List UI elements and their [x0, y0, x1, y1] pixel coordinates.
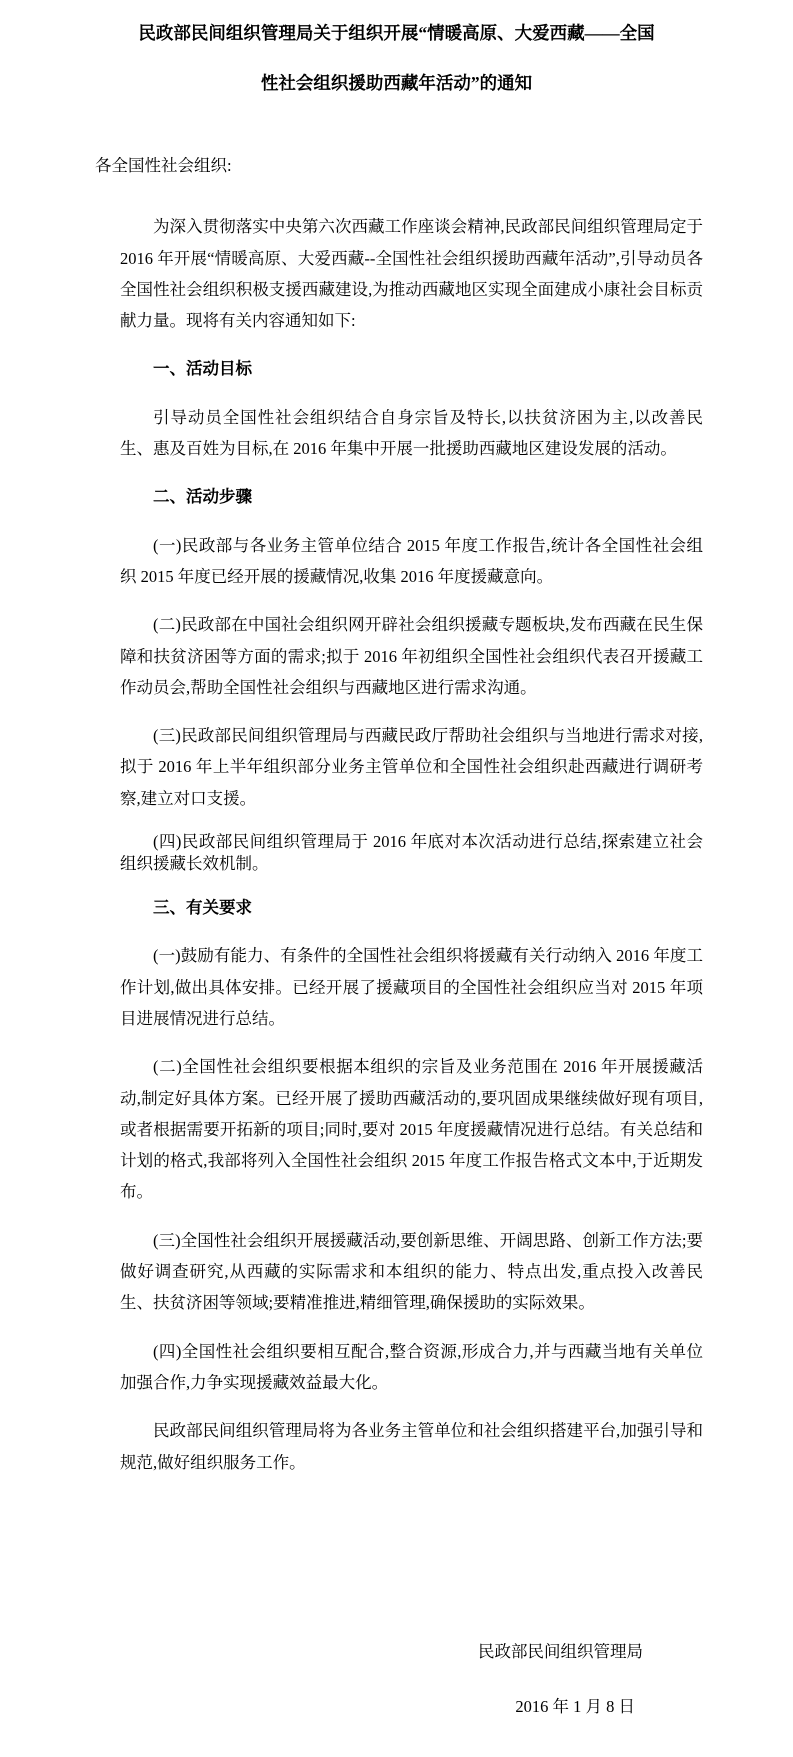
signature-org: 民政部民间组织管理局	[478, 1641, 643, 1661]
heading-activity-goals: 一、活动目标	[153, 359, 252, 379]
paragraph-step-2: (二)民政部在中国社会组织网开辟社会组织援藏专题板块,发布西藏在民生保障和扶贫济困等方面的需求;拟于 2016 年初组织全国性社会组织代表召开援藏工作动员会,帮助全国性社会组织与西藏地区进行需求沟通。	[120, 615, 703, 697]
heading-requirements: 三、有关要求	[153, 898, 252, 918]
document-body	[95, 150, 703, 1478]
paragraph-requirement-1: (一)鼓励有能力、有条件的全国性社会组织将援藏有关行动纳入 2016 年度工作计划,做出具体安排。已经开展了援藏项目的全国性社会组织应当对 2015 年项目进展情况进行总结。	[120, 946, 703, 1028]
closing-paragraph: 民政部民间组织管理局将为各业务主管单位和社会组织搭建平台,加强引导和规范,做好组织服务工作。	[120, 1421, 703, 1472]
paragraph-step-4: (四)民政部民间组织管理局于 2016 年底对本次活动进行总结,探索建立社会组织援藏长效机制。	[120, 832, 703, 874]
paragraph-requirement-4: (四)全国性社会组织要相互配合,整合资源,形成合力,并与西藏当地有关单位加强合作,力争实现援藏效益最大化。	[120, 1341, 703, 1392]
salutation: 各全国性社会组织:	[95, 156, 232, 175]
intro-paragraph: 为深入贯彻落实中央第六次西藏工作座谈会精神,民政部民间组织管理局定于 2016 年开展“情暖高原、大爱西藏--全国性社会组织援助西藏年活动”,引导动员各全国性社会组织积极支援西藏建设,为推动西藏地区实现全面建成小康社会目标贡献力量。现将有关内容通知如下:	[120, 217, 703, 331]
paragraph-step-3: (三)民政部民间组织管理局与西藏民政厅帮助社会组织与当地进行需求对接,拟于 2016 年上半年组织部分业务主管单位和全国性社会组织赴西藏进行调研考察,建立对口支援。	[120, 726, 703, 808]
signature-date: 2016 年 1 月 8 日	[515, 1697, 635, 1717]
paragraph-step-1: (一)民政部与各业务主管单位结合 2015 年度工作报告,统计各全国性社会组织 2015 年度已经开展的援藏情况,收集 2016 年度援藏意向。	[120, 535, 703, 586]
paragraph-requirement-2: (二)全国性社会组织要根据本组织的宗旨及业务范围在 2016 年开展援藏活动,制定好具体方案。已经开展了援助西藏活动的,要巩固成果继续做好现有项目,或者根据需要开拓新的项目;同时,要对 2015 年度援藏情况进行总结。有关总结和计划的格式,我部将列入全国性社会组织 2015 年度工作报告格式文本中,于近期发布。	[120, 1057, 703, 1202]
paragraph-activity-goals: 引导动员全国性社会组织结合自身宗旨及特长,以扶贫济困为主,以改善民生、惠及百姓为目标,在 2016 年集中开展一批援助西藏地区建设发展的活动。	[120, 407, 703, 459]
document-title	[0, 0, 793, 108]
document-title-line-2: 性社会组织援助西藏年活动”的通知	[260, 73, 533, 93]
heading-activity-steps: 二、活动步骤	[153, 487, 252, 507]
document-title-line-1: 民政部民间组织管理局关于组织开展“情暖高原、大爱西藏——全国	[138, 23, 655, 43]
paragraph-requirement-3: (三)全国性社会组织开展援藏活动,要创新思维、开阔思路、创新工作方法;要做好调查研究,从西藏的实际需求和本组织的能力、特点出发,重点投入改善民生、扶贫济困等领域;要精准推进,精细管理,确保援助的实际效果。	[120, 1230, 703, 1313]
